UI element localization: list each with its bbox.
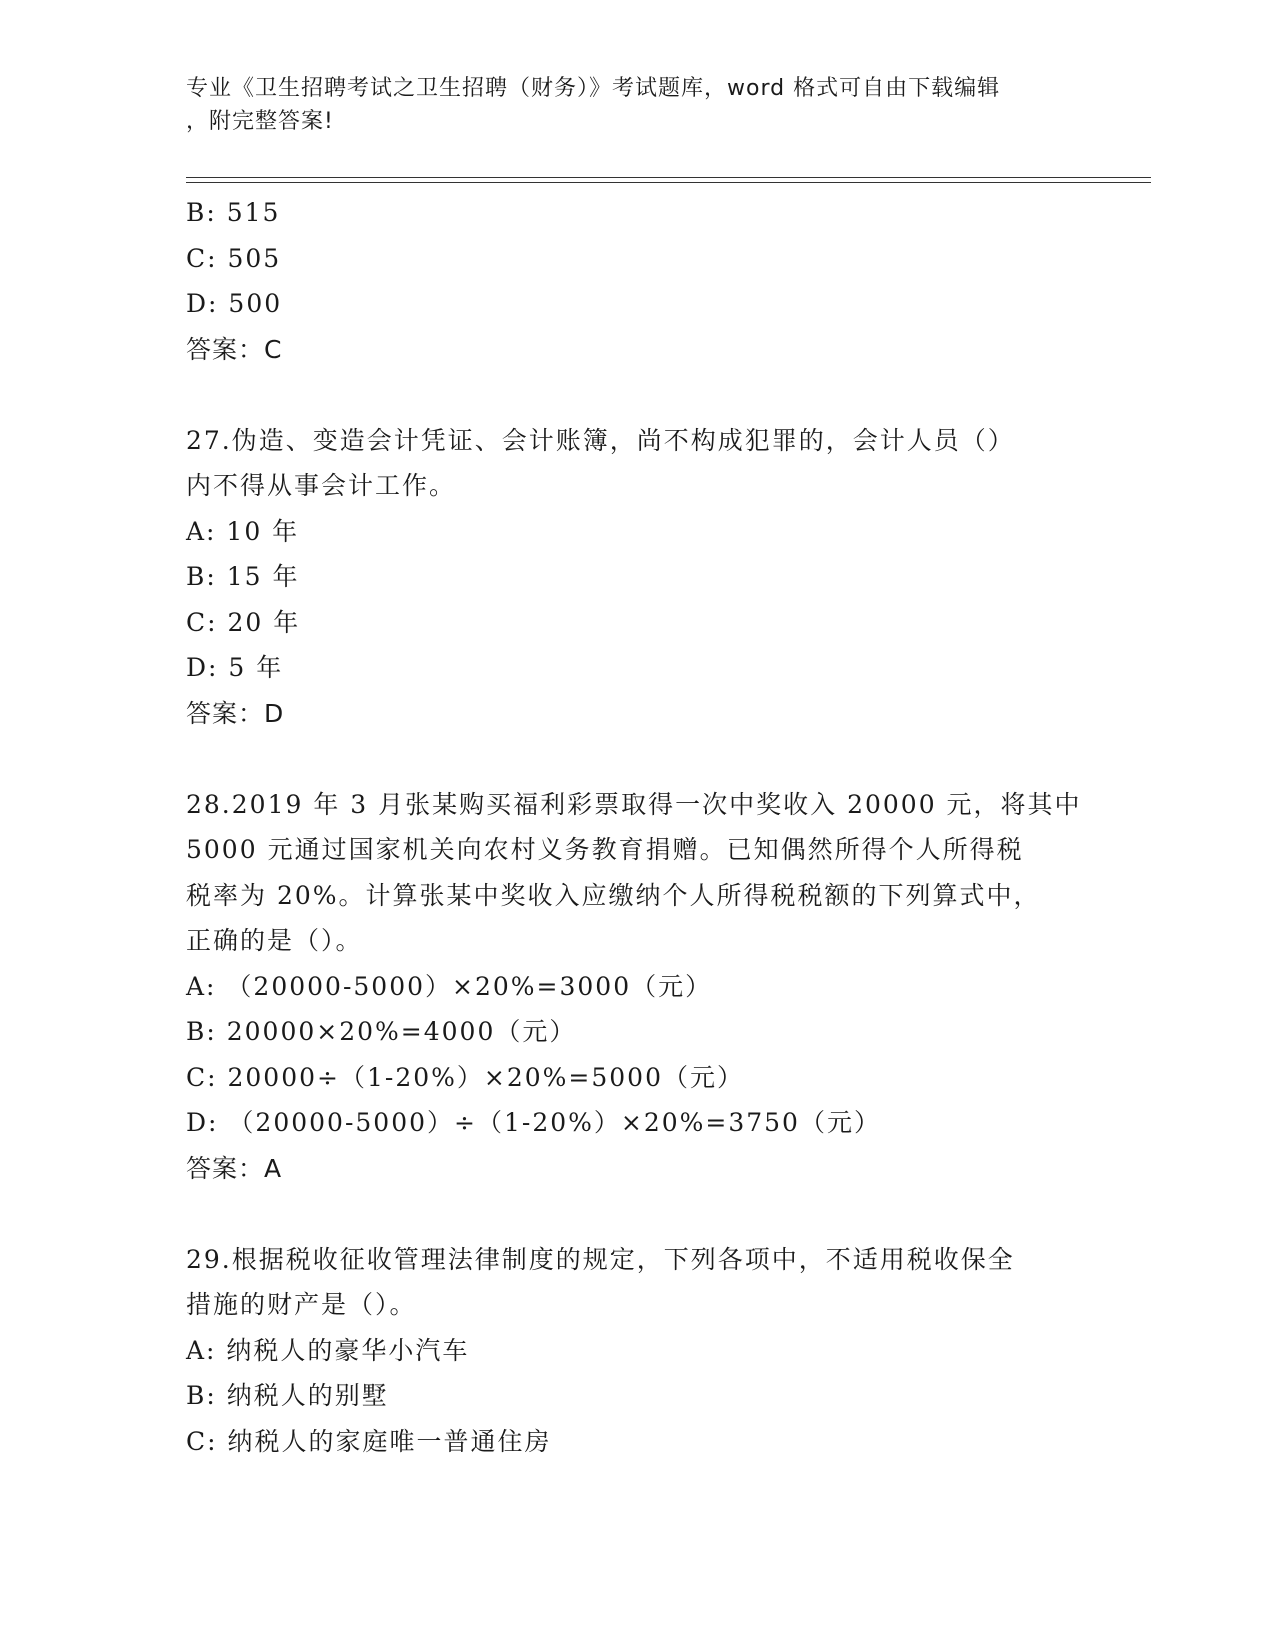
q29-option-a: A: 纳税人的豪华小汽车 (186, 1335, 470, 1365)
q28-option-b: B: 20000×20%=4000（元） (186, 1017, 577, 1046)
header-divider (186, 177, 1151, 183)
q26-answer: 答案：C (186, 334, 283, 364)
question-28-block (186, 782, 1086, 1192)
question-26-block (186, 190, 1086, 372)
q27-stem-line-2: 内不得从事会计工作。 (186, 471, 457, 500)
q29-stem-line-1: 29.根据税收征收管理法律制度的规定，下列各项中，不适用税收保全 (186, 1244, 1015, 1274)
q28-answer: 答案：A (186, 1153, 283, 1183)
q29-option-b: B: 纳税人的别墅 (186, 1381, 389, 1410)
document-body (186, 190, 1086, 1464)
q28-stem-line-3: 税率为 20%。计算张某中奖收入应缴纳个人所得税税额的下列算式中， (186, 880, 1041, 910)
header-title-line-1: 专业《卫生招聘考试之卫生招聘（财务）》考试题库，word 格式可自由下载编辑 (186, 76, 1001, 101)
q29-option-c: C: 纳税人的家庭唯一普通住房 (186, 1426, 552, 1456)
q27-option-b: B: 15 年 (186, 562, 300, 591)
q27-answer: 答案：D (186, 698, 285, 728)
q27-option-a: A: 10 年 (186, 516, 300, 546)
q26-option-b: B: 515 (186, 198, 281, 227)
q28-stem-line-4: 正确的是（）。 (186, 926, 363, 955)
spacer (186, 372, 1086, 418)
header-title-line-2: ，附完整答案! (186, 109, 334, 134)
question-27-block (186, 418, 1086, 737)
q28-option-c: C: 20000÷（1-20%）×20%=5000（元） (186, 1062, 744, 1092)
q28-stem-line-2: 5000 元通过国家机关向农村义务教育捐赠。已知偶然所得个人所得税 (186, 835, 1024, 864)
q28-option-a: A: （20000-5000）×20%=3000（元） (186, 971, 713, 1001)
q28-stem-line-1: 28.2019 年 3 月张某购买福利彩票取得一次中奖收入 20000 元，将其中 (186, 789, 1082, 819)
spacer (186, 736, 1086, 782)
q27-option-d: D: 5 年 (186, 653, 284, 682)
spacer (186, 1191, 1086, 1237)
q28-option-d: D: （20000-5000）÷（1-20%）×20%=3750（元） (186, 1108, 881, 1137)
question-29-block (186, 1237, 1086, 1465)
q29-stem-line-2: 措施的财产是（）。 (186, 1290, 417, 1319)
q26-option-d: D: 500 (186, 289, 283, 318)
document-header (186, 72, 1066, 138)
q26-option-c: C: 505 (186, 243, 282, 273)
q27-stem-line-1: 27.伪造、变造会计凭证、会计账簿，尚不构成犯罪的，会计人员（） (186, 425, 1015, 455)
q27-option-c: C: 20 年 (186, 607, 301, 637)
